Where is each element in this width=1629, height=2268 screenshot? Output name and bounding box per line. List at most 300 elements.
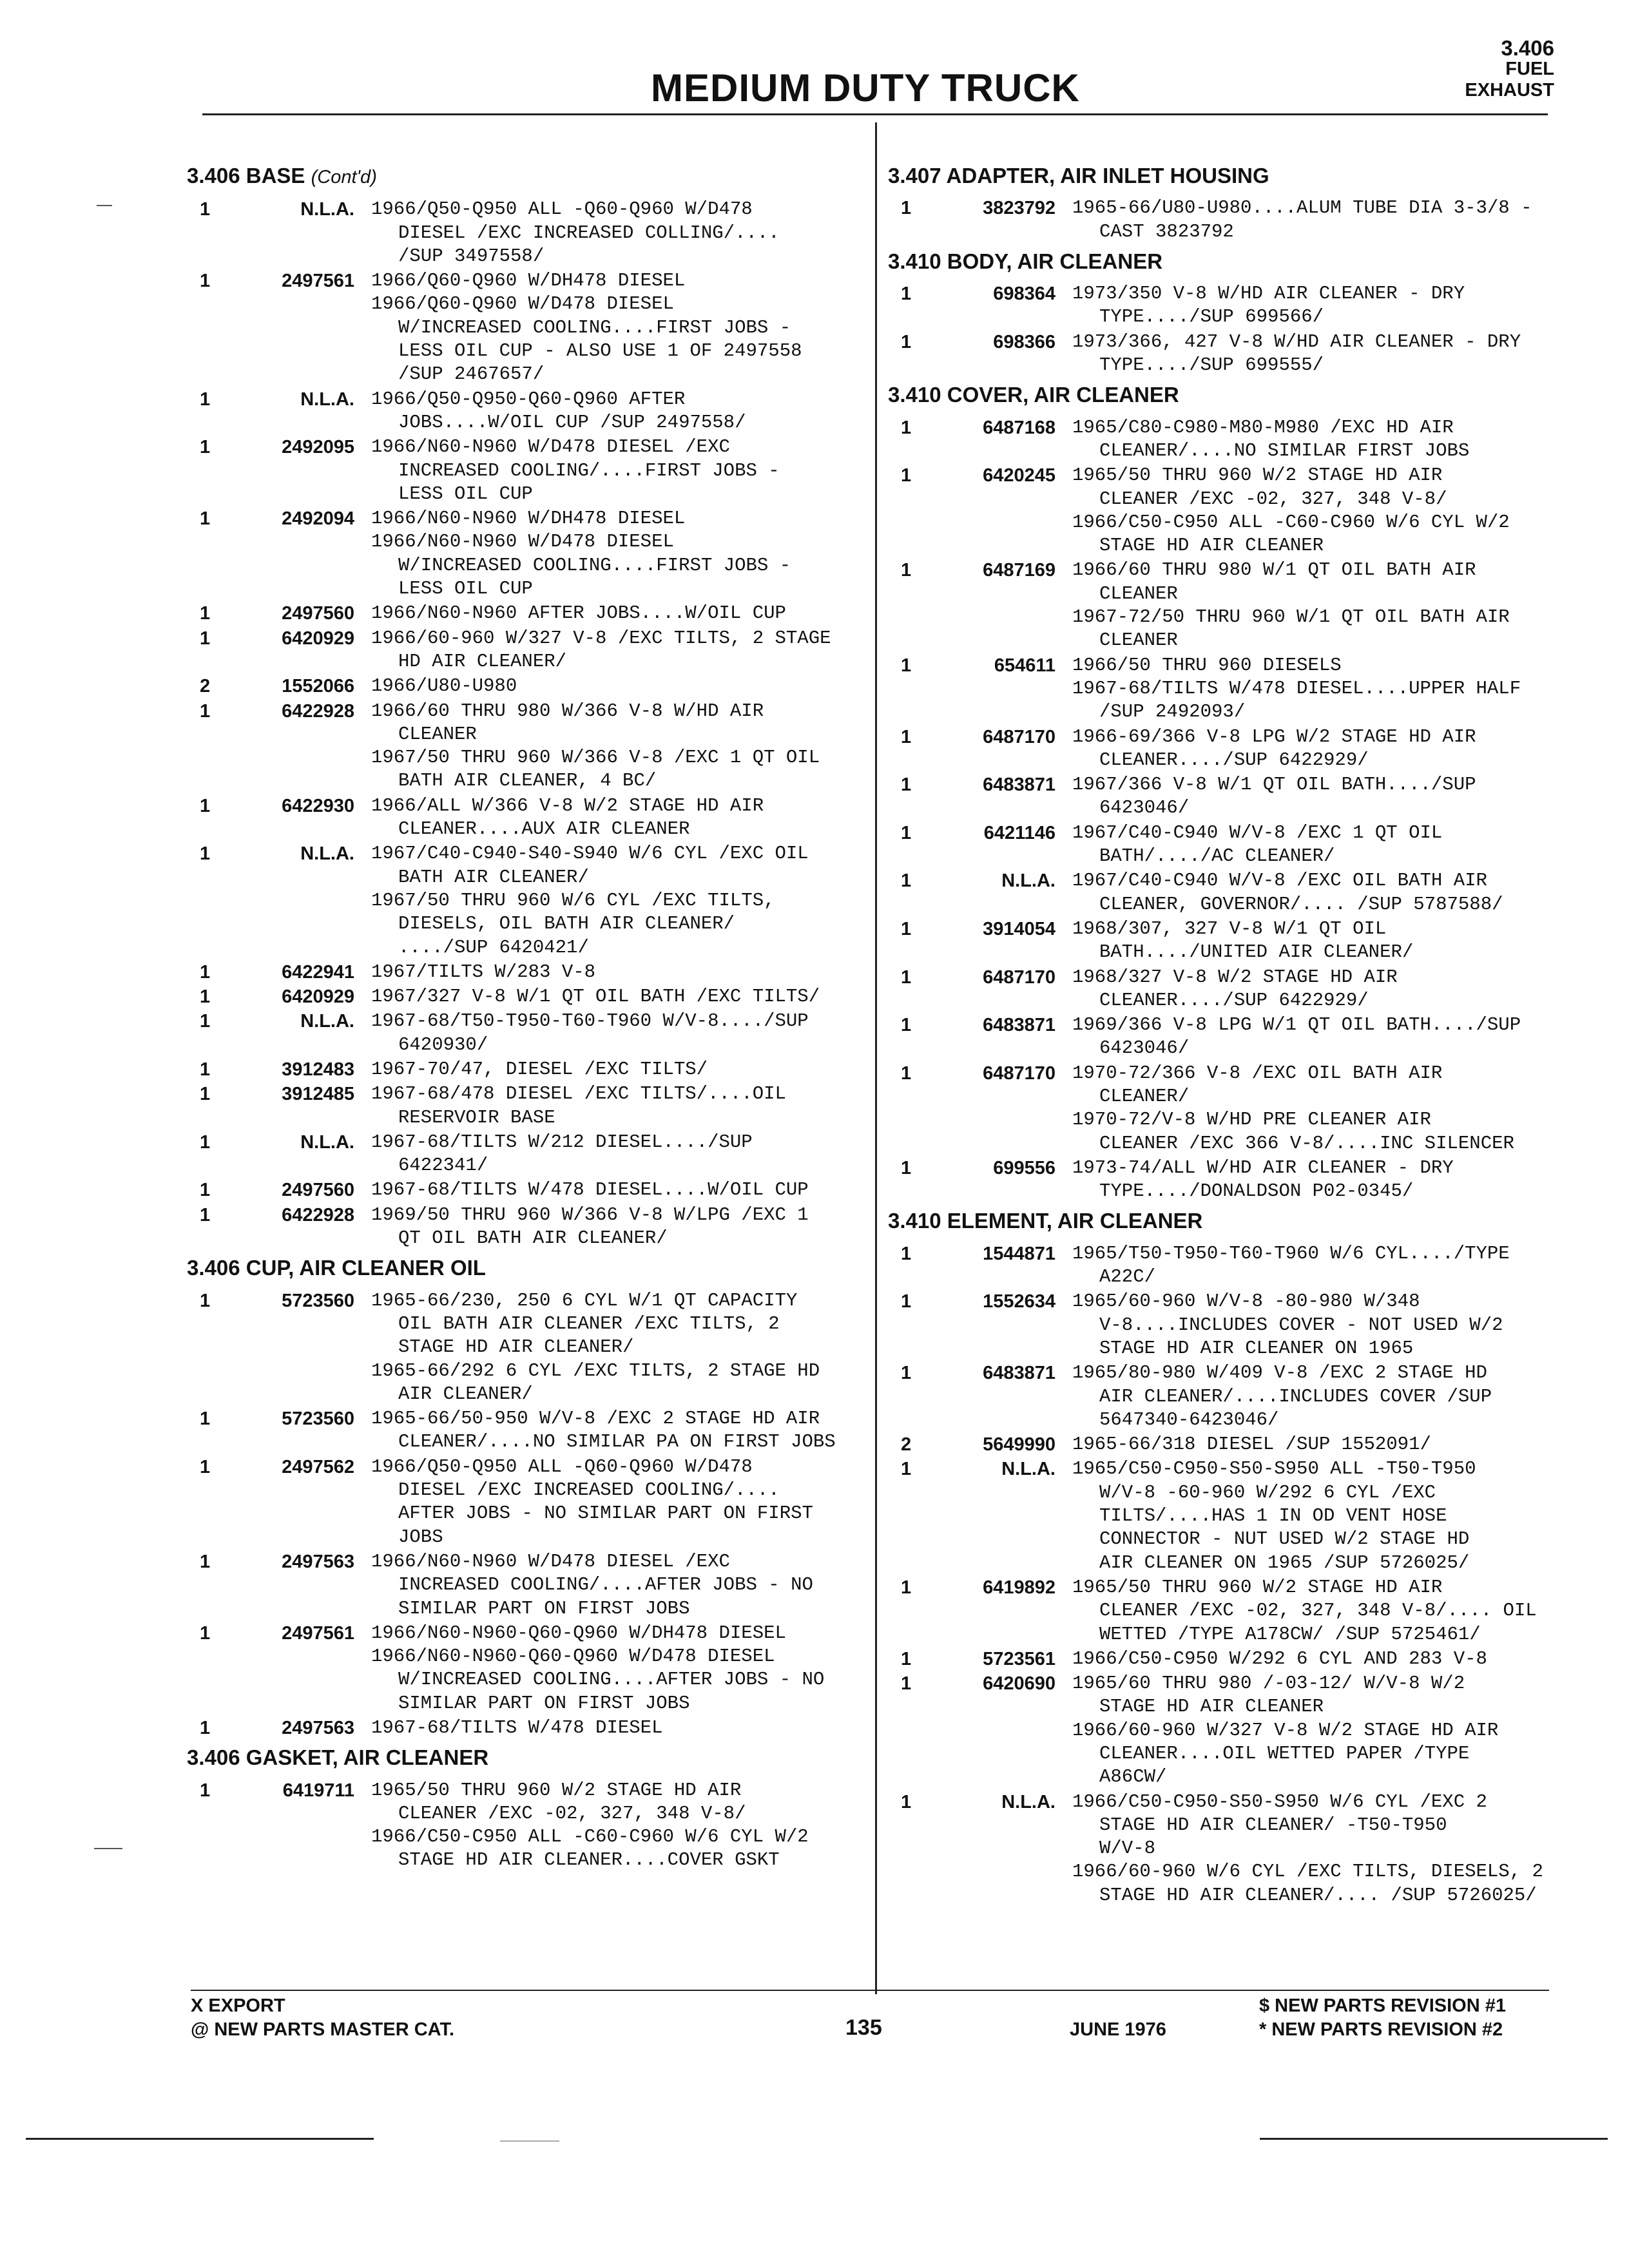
description-line: CONNECTOR - NUT USED W/2 STAGE HD [1099,1528,1470,1550]
part-description [371,507,857,601]
part-number: 6422941 [282,961,354,983]
column-divider [875,122,877,1994]
description-line: STAGE HD AIR CLEANER/ [398,1336,634,1358]
description-line: 1973/366, 427 V-8 W/HD AIR CLEANER - DRY [1072,331,1521,352]
description-line: TYPE..../SUP 699555/ [1099,354,1324,376]
section-heading-text: 3.406 BASE [187,164,305,187]
description-line: 1967/C40-C940-S40-S940 W/6 CYL /EXC OIL [371,843,809,865]
description-line: 1973-74/ALL W/HD AIR CLEANER - DRY [1072,1157,1454,1178]
part-description [371,1204,857,1251]
part-description [1072,331,1558,378]
parts-entry [888,1014,1558,1061]
description-line: 1966/Q50-Q950-Q60-Q960 AFTER [371,388,686,410]
description-line: DIESEL /EXC INCREASED COLLING/.... [398,222,780,244]
part-description [371,198,857,268]
scan-margin-mark [97,205,112,206]
quantity: 1 [200,508,211,530]
description-line: 1966/60-960 W/6 CYL /EXC TILTS, DIESELS, 2 [1072,1861,1543,1883]
quantity: 1 [901,870,912,892]
section-heading [888,250,1558,273]
parts-entry [187,1204,857,1251]
part-number: N.L.A. [1001,870,1055,892]
description-line: CLEANER [1099,629,1178,651]
part-description [371,675,857,698]
description-line: 1966/N60-N960 W/D478 DIESEL [371,531,674,553]
description-line: RESERVOIR BASE [398,1106,555,1128]
part-number: N.L.A. [300,843,354,865]
part-number: 2497562 [282,1456,354,1477]
description-line: W/V-8 [1099,1838,1156,1860]
parts-entry [187,1779,857,1872]
quantity: 1 [200,1551,211,1572]
part-description [371,842,857,959]
description-line: A86CW/ [1099,1766,1167,1788]
part-number: 3912483 [282,1059,354,1080]
part-number: N.L.A. [1001,1459,1055,1480]
description-line: HD AIR CLEANER/ [398,650,567,672]
part-number: 2497561 [282,1622,354,1644]
description-line: 1965-66/318 DIESEL /SUP 1552091/ [1072,1434,1431,1456]
part-description [371,1082,857,1129]
description-line: 1965/50 THRU 960 W/2 STAGE HD AIR [1072,1576,1443,1598]
quantity: 1 [901,465,912,486]
section-heading-text: 3.406 GASKET, AIR CLEANER [187,1745,489,1770]
parts-entry [888,464,1558,557]
part-number: 2497563 [282,1551,354,1572]
description-line: 1966/U80-U980 [371,675,517,697]
section-heading [187,1746,857,1769]
scan-edge-rule-left [26,2138,374,2140]
parts-entry [888,1457,1558,1574]
description-line: CLEANER/ [1099,1085,1190,1107]
section-heading-text: 3.410 COVER, AIR CLEANER [888,383,1179,407]
quantity: 1 [200,1456,211,1477]
description-line: W/INCREASED COOLING....FIRST JOBS - [398,554,791,576]
description-line: /SUP 3497558/ [398,245,545,267]
part-description [371,1131,857,1178]
part-description [371,1456,857,1549]
parts-entry [187,1082,857,1129]
description-line: 1967-68/T50-T950-T60-T960 W/V-8..../SUP [371,1010,809,1032]
description-line: JOBS [398,1526,443,1548]
description-line: SIMILAR PART ON FIRST JOBS [398,1692,690,1714]
description-line: CLEANER /EXC -02, 327, 348 V-8/ [398,1802,746,1824]
quantity: 1 [901,774,912,796]
description-line: CLEANER/....NO SIMILAR FIRST JOBS [1099,439,1470,461]
scan-margin-mark [94,1848,122,1849]
part-description [1072,966,1558,1013]
quantity: 1 [200,1011,211,1032]
parts-entry [888,1672,1558,1789]
description-line: 1966/60 THRU 980 W/366 V-8 W/HD AIR [371,700,764,722]
part-description [371,1550,857,1620]
section-heading-continued: (Cont'd) [311,167,377,187]
parts-entry [888,1576,1558,1646]
part-description [371,436,857,506]
quantity: 1 [200,1780,211,1801]
parts-entry [888,1361,1558,1432]
description-line: DIESELS, OIL BATH AIR CLEANER/ [398,913,735,935]
parts-entry [187,675,857,698]
part-number: N.L.A. [1001,1791,1055,1812]
quantity: 1 [200,1059,211,1080]
footer-legend-left [191,1994,454,2042]
section-heading [187,1256,857,1280]
quantity: 1 [901,284,912,305]
part-description [1072,1457,1558,1574]
description-line: CLEANER, GOVERNOR/.... /SUP 5787588/ [1099,893,1503,915]
parts-entry [187,1131,857,1178]
description-line: 1968/327 V-8 W/2 STAGE HD AIR [1072,966,1398,988]
part-description [1072,416,1558,463]
part-number: 6419711 [282,1780,354,1801]
quantity: 1 [901,1577,912,1598]
part-number: 6483871 [983,1363,1055,1384]
part-number: 5723561 [983,1648,1055,1669]
page-title: MEDIUM DUTY TRUCK [651,66,1080,110]
section-heading-text: 3.407 ADAPTER, AIR INLET HOUSING [888,164,1269,187]
parts-entry [187,627,857,674]
section-heading [888,164,1558,187]
scan-smudge-mark [500,2140,559,2142]
publication-date: JUNE 1976 [1070,2019,1166,2040]
part-description [371,1289,857,1406]
description-line: WETTED /TYPE A178CW/ /SUP 5725461/ [1099,1623,1481,1645]
description-line: 1973/350 V-8 W/HD AIR CLEANER - DRY [1072,283,1465,305]
parts-entry [888,654,1558,724]
quantity: 1 [200,1408,211,1430]
description-line: QT OIL BATH AIR CLEANER/ [398,1227,668,1249]
description-line: 1965-66/292 6 CYL /EXC TILTS, 2 STAGE HD [371,1360,820,1381]
description-line: STAGE HD AIR CLEANER ON 1965 [1099,1337,1414,1359]
description-line: W/INCREASED COOLING....FIRST JOBS - [398,316,791,338]
description-line: 1965/50 THRU 960 W/2 STAGE HD AIR [371,1779,742,1801]
description-line: 1967/50 THRU 960 W/366 V-8 /EXC 1 QT OIL [371,747,820,769]
quantity: 1 [200,1622,211,1644]
quantity: 1 [901,966,912,988]
description-line: 1965/C80-C980-M80-M980 /EXC HD AIR [1072,416,1454,438]
description-line: 1965-66/U80-U980....ALUM TUBE DIA 3-3/8 - [1072,197,1532,219]
description-line: CLEANER..../SUP 6422929/ [1099,989,1369,1011]
quantity: 1 [200,986,211,1008]
description-line: BATH AIR CLEANER, 4 BC/ [398,770,657,792]
parts-entry [888,559,1558,652]
description-line: 1967-68/TILTS W/478 DIESEL....UPPER HALF [1072,677,1521,699]
part-description [1072,1062,1558,1155]
footer-legend-right [1259,1994,1506,2042]
description-line: 1967/C40-C940 W/V-8 /EXC OIL BATH AIR [1072,870,1487,892]
description-line: BATH AIR CLEANER/ [398,866,589,888]
part-number: 6487169 [983,560,1055,581]
part-number: 5723560 [282,1408,354,1430]
description-line: 1966/Q50-Q950 ALL -Q60-Q960 W/D478 [371,198,753,220]
parts-entry [187,842,857,959]
scan-edge-rule-right [1260,2138,1608,2140]
part-number: 3914054 [983,918,1055,939]
quantity: 1 [901,1459,912,1480]
part-description [1072,1014,1558,1061]
description-line: 6423046/ [1099,1037,1190,1059]
description-line: 5647340-6423046/ [1099,1408,1279,1430]
description-line: CLEANER..../SUP 6422929/ [1099,749,1369,771]
description-line: 1967-72/50 THRU 960 W/1 QT OIL BATH AIR [1072,606,1510,628]
parts-entry [888,869,1558,916]
description-line: LESS OIL CUP [398,483,533,505]
parts-entry [187,507,857,601]
description-line: 1967/TILTS W/283 V-8 [371,961,596,983]
description-line: 1966/Q50-Q950 ALL -Q60-Q960 W/D478 [371,1456,753,1477]
quantity: 1 [901,655,912,676]
section-category-fuel: FUEL [1505,59,1554,79]
description-line: 1966/60-960 W/327 V-8 /EXC TILTS, 2 STAGE [371,627,831,649]
description-line: /SUP 2492093/ [1099,701,1246,723]
part-number: 698366 [993,331,1055,352]
description-line: LESS OIL CUP - ALSO USE 1 OF 2497558 [398,340,802,362]
description-line: DIESEL /EXC INCREASED COOLING/.... [398,1479,780,1501]
part-description [1072,1361,1558,1432]
description-line: 1965/C50-C950-S50-S950 ALL -T50-T950 [1072,1458,1476,1480]
parts-entry [187,700,857,793]
quantity: 1 [901,1015,912,1036]
part-number: 6487170 [983,966,1055,988]
part-number: 2497560 [282,603,354,624]
part-number: 1544871 [983,1243,1055,1264]
part-number: 6487170 [983,726,1055,747]
description-line: 1966/Q60-Q960 W/DH478 DIESEL [371,270,686,292]
description-line: 1966/N60-N960 AFTER JOBS....W/OIL CUP [371,602,786,624]
description-line: CLEANER....OIL WETTED PAPER /TYPE [1099,1743,1470,1764]
part-description [1072,197,1558,244]
part-description [371,1779,857,1872]
description-line: 1967-68/TILTS W/478 DIESEL....W/OIL CUP [371,1179,809,1201]
description-line: 1966/C50-C950 ALL -C60-C960 W/6 CYL W/2 [371,1826,809,1848]
description-line: 1966/50 THRU 960 DIESELS [1072,654,1342,676]
part-description [371,1407,857,1454]
parts-entry [888,1791,1558,1907]
part-number: 6420929 [282,986,354,1008]
description-line: BATH/..../AC CLEANER/ [1099,845,1335,867]
description-line: 1965/50 THRU 960 W/2 STAGE HD AIR [1072,465,1443,486]
description-line: TYPE..../SUP 699566/ [1099,306,1324,328]
description-line: CLEANER /EXC -02, 327, 348 V-8/ [1099,488,1447,510]
description-line: 1965-66/50-950 W/V-8 /EXC 2 STAGE HD AIR [371,1408,820,1430]
description-line: STAGE HD AIR CLEANER [1099,1696,1324,1718]
part-number: 2497563 [282,1718,354,1738]
part-description [371,1622,857,1715]
part-number: 698364 [993,284,1055,305]
description-line: 1965/T50-T950-T60-T960 W/6 CYL..../TYPE [1072,1242,1510,1264]
part-number: 6419892 [983,1577,1055,1598]
part-description [1072,1433,1558,1456]
description-line: 1967/C40-C940 W/V-8 /EXC 1 QT OIL [1072,822,1443,843]
quantity: 1 [901,918,912,939]
quantity: 1 [200,628,211,649]
description-line: 1970-72/V-8 W/HD PRE CLEANER AIR [1072,1109,1431,1131]
part-number: 654611 [994,655,1055,676]
description-line: STAGE HD AIR CLEANER [1099,535,1324,557]
parts-entry [888,966,1558,1013]
section-heading-text: 3.406 CUP, AIR CLEANER OIL [187,1256,486,1280]
description-line: 6420930/ [398,1033,488,1055]
quantity: 1 [901,331,912,352]
part-number: 2497561 [282,271,354,292]
description-line: CLEANER /EXC -02, 327, 348 V-8/.... OIL [1099,1600,1537,1622]
quantity: 1 [200,1204,211,1225]
part-number: 2497560 [282,1180,354,1201]
description-line: 1969/366 V-8 LPG W/1 QT OIL BATH..../SUP [1072,1014,1521,1036]
part-description [371,1058,857,1081]
quantity: 1 [901,1363,912,1384]
part-description [371,1010,857,1057]
quantity: 1 [200,843,211,865]
part-description [1072,1648,1558,1671]
quantity: 1 [200,1180,211,1201]
description-line: A22C/ [1099,1266,1156,1288]
parts-entry [187,436,857,506]
section-tag [1465,37,1554,101]
parts-entry [888,1290,1558,1360]
parts-entry [187,1058,857,1081]
section-heading [187,164,857,189]
parts-entry [187,1550,857,1620]
part-number: 6422928 [282,700,354,722]
description-line: AIR CLEANER/ [398,1383,533,1405]
parts-entry [187,198,857,268]
description-line: 1967/366 V-8 W/1 QT OIL BATH..../SUP [1072,774,1476,796]
description-line: 1966/C50-C950-S50-S950 W/6 CYL /EXC 2 [1072,1791,1487,1812]
quantity: 1 [200,1084,211,1105]
description-line: 1966/N60-N960 W/DH478 DIESEL [371,508,686,530]
quantity: 2 [901,1434,912,1456]
parts-entry [187,1289,857,1406]
part-description [1072,282,1558,329]
legend-revision-2: * NEW PARTS REVISION #2 [1259,2019,1503,2040]
quantity: 1 [901,198,912,219]
description-line: 1967/327 V-8 W/1 QT OIL BATH /EXC TILTS/ [371,986,820,1008]
part-number: 6420245 [983,465,1055,486]
description-line: CLEANER [1099,582,1178,604]
part-number: 1552066 [282,676,354,697]
part-number: 6421146 [983,822,1055,843]
section-heading-text: 3.410 BODY, AIR CLEANER [888,249,1163,273]
description-line: 1967-68/478 DIESEL /EXC TILTS/....OIL [371,1083,786,1105]
quantity: 1 [901,822,912,843]
quantity: 1 [901,726,912,747]
part-description [371,602,857,625]
quantity: 1 [901,560,912,581]
part-description [1072,869,1558,916]
parts-entry [187,388,857,435]
parts-entry [187,1178,857,1202]
part-number: 2492095 [282,437,354,458]
description-line: 1966/60-960 W/327 V-8 W/2 STAGE HD AIR [1072,1719,1499,1741]
part-description [1072,1157,1558,1204]
description-line: INCREASED COOLING/....AFTER JOBS - NO [398,1574,813,1596]
part-description [1072,654,1558,724]
quantity: 2 [200,676,211,697]
section-heading-text: 3.410 ELEMENT, AIR CLEANER [888,1209,1203,1233]
parts-entry [187,985,857,1008]
description-line: 6423046/ [1099,797,1190,819]
parts-entry [888,1648,1558,1671]
parts-entry [187,961,857,984]
description-line: 1966/N60-N960-Q60-Q960 W/DH478 DIESEL [371,1622,786,1644]
parts-entry [888,918,1558,965]
description-line: CLEANER....AUX AIR CLEANER [398,818,690,840]
legend-revision-1: $ NEW PARTS REVISION #1 [1259,1995,1506,2016]
part-number: 6422930 [282,795,354,816]
quantity: 1 [200,961,211,983]
quantity: 1 [901,1791,912,1812]
quantity: 1 [200,795,211,816]
quantity: 1 [901,417,912,438]
parts-entry [888,282,1558,329]
part-number: 5649990 [983,1434,1055,1456]
part-number: 6420690 [983,1673,1055,1695]
part-number: 1552634 [983,1291,1055,1312]
description-line: W/V-8 -60-960 W/292 6 CYL /EXC [1099,1481,1436,1503]
legend-export: X EXPORT [191,1995,285,2016]
part-number: N.L.A. [300,1011,354,1032]
description-line: 1970-72/366 V-8 /EXC OIL BATH AIR [1072,1062,1443,1084]
description-line: BATH..../UNITED AIR CLEANER/ [1099,941,1414,963]
part-description [371,1178,857,1202]
part-description [1072,726,1558,773]
description-line: W/INCREASED COOLING....AFTER JOBS - NO [398,1669,825,1691]
part-description [1072,1791,1558,1907]
description-line: 1966/N60-N960 W/D478 DIESEL /EXC [371,1550,730,1572]
part-description [371,269,857,386]
part-description [371,627,857,674]
quantity: 1 [901,1648,912,1669]
quantity: 1 [901,1062,912,1084]
description-line: STAGE HD AIR CLEANER/ -T50-T950 [1099,1814,1447,1836]
parts-entry [187,1456,857,1549]
footer-rule [191,1990,1549,1991]
part-description [371,1716,857,1740]
part-description [1072,559,1558,652]
description-line: 1966/N60-N960-Q60-Q960 W/D478 DIESEL [371,1646,775,1667]
parts-entry [888,197,1558,244]
description-line: 1966/ALL W/366 V-8 W/2 STAGE HD AIR [371,794,764,816]
quantity: 1 [901,1673,912,1695]
quantity: 1 [901,1243,912,1264]
part-number: 3912485 [282,1084,354,1105]
part-description [371,700,857,793]
page-number: 135 [845,2015,882,2040]
part-description [1072,773,1558,820]
section-heading [888,1209,1558,1233]
description-line: 1965/60-960 W/V-8 -80-980 W/348 [1072,1291,1420,1312]
description-line: JOBS....W/OIL CUP /SUP 2497558/ [398,411,746,433]
parts-entry [888,1062,1558,1155]
section-number: 3.406 [1501,36,1554,60]
part-description [1072,1576,1558,1646]
description-line: 6422341/ [398,1155,488,1177]
part-number: 6487168 [983,417,1055,438]
description-line: STAGE HD AIR CLEANER....COVER GSKT [398,1849,780,1871]
description-line: 1968/307, 327 V-8 W/1 QT OIL [1072,918,1387,939]
description-line: V-8....INCLUDES COVER - NOT USED W/2 [1099,1314,1503,1336]
right-column [888,158,1558,1908]
description-line: /SUP 2467657/ [398,363,545,385]
part-number: 5723560 [282,1290,354,1311]
parts-entry [187,1716,857,1740]
quantity: 1 [200,603,211,624]
quantity: 1 [200,437,211,458]
quantity: 1 [200,1290,211,1311]
description-line: CAST 3823792 [1099,220,1234,242]
